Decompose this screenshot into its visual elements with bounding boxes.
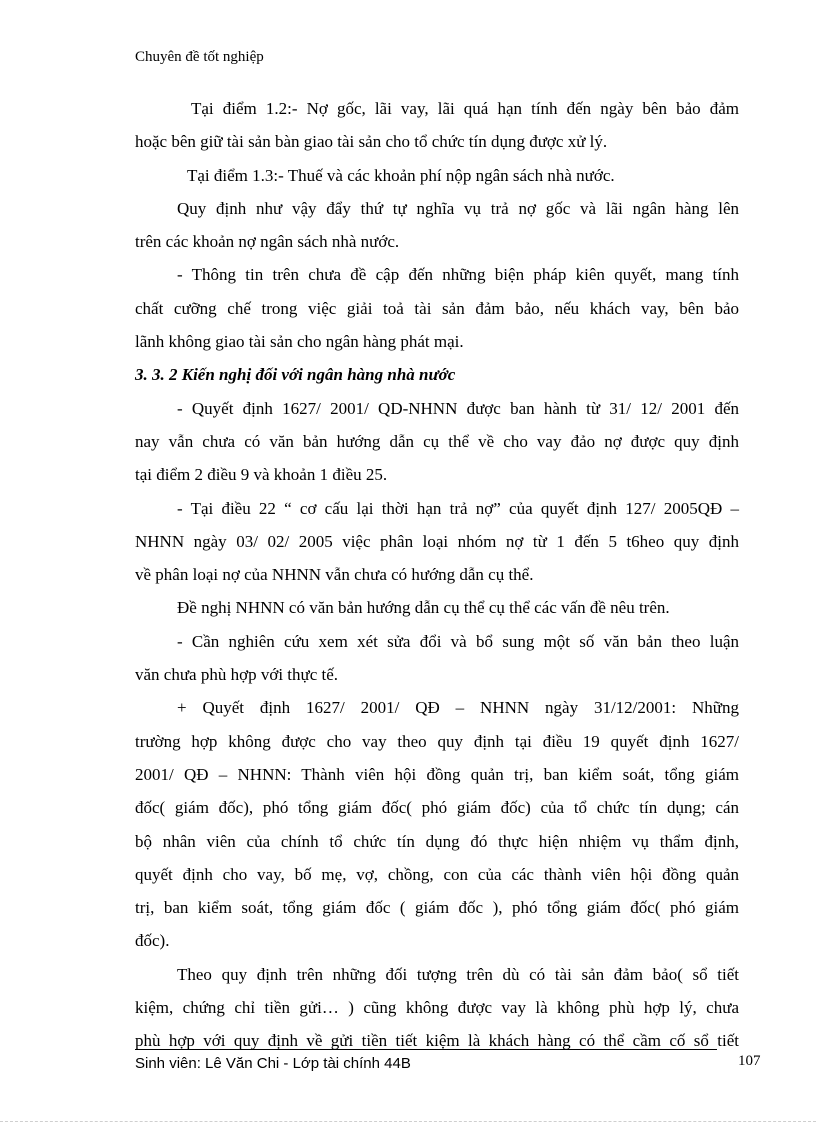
paragraph (135, 192, 739, 259)
text-line: về phân loại nợ của NHNN vẫn chưa có hướng dẫn cụ thể. (135, 565, 534, 585)
text-line: phù hợp với quy định về gửi tiền tiết kiệm là khách hàng có thể cầm cố sổ tiết (135, 1031, 739, 1051)
text-line: trường hợp không được cho vay theo quy định tại điều 19 quyết định 1627/ (135, 731, 739, 751)
text-line: kiệm, chứng chỉ tiền gửi… ) cũng không được vay là không phù hợp lý, chưa (135, 998, 739, 1018)
paragraph (135, 591, 739, 624)
paragraph (135, 258, 739, 358)
text-line: chất cưỡng chế trong việc giải toả tài sản đảm bảo, nếu khách vay, bên bảo (135, 298, 739, 318)
paragraph (135, 92, 739, 159)
page-edge-divider (0, 1121, 816, 1122)
text-line: - Quyết định 1627/ 2001/ QD-NHNN được ban hành từ 31/ 12/ 2001 đến (177, 398, 739, 418)
paragraph (135, 625, 739, 692)
text-line: Tại điểm 1.3:- Thuế và các khoản phí nộp ngân sách nhà nước. (187, 165, 615, 185)
text-line: quyết định cho vay, bố mẹ, vợ, chồng, con của các thành viên hội đồng quản (135, 864, 739, 884)
text-line: Đề nghị NHNN có văn bản hướng dẫn cụ thể cụ thể các vấn đề nêu trên. (177, 598, 670, 618)
section-heading: 3. 3. 2 Kiến nghị đối với ngân hàng nhà nước (135, 365, 456, 385)
text-line: + Quyết định 1627/ 2001/ QĐ – NHNN ngày 31/12/2001: Những (177, 698, 739, 718)
paragraph (135, 492, 739, 592)
text-line: Theo quy định trên những đối tượng trên dù có tài sản đảm bảo( sổ tiết (177, 964, 739, 984)
document-body (135, 92, 739, 1058)
text-line: nay vẫn chưa có văn bản hướng dẫn cụ thể về cho vay đảo nợ được quy định (135, 431, 739, 451)
text-line: hoặc bên giữ tài sản bàn giao tài sản cho tổ chức tín dụng được xử lý. (135, 132, 608, 152)
paragraph (135, 691, 739, 957)
page-header-title: Chuyên đề tốt nghiệp (135, 49, 264, 65)
text-line: bộ nhân viên của chính tổ chức tín dụng đó thực hiện nhiệm vụ thẩm định, (135, 831, 739, 851)
paragraph (135, 159, 739, 192)
paragraph (135, 958, 739, 1058)
text-line: Tại điểm 1.2:- Nợ gốc, lãi vay, lãi quá hạn tính đến ngày bên bảo đảm (191, 99, 739, 118)
text-line: văn chưa phù hợp với thực tế. (135, 665, 339, 685)
footer-author: Sinh viên: Lê Văn Chi - Lớp tài chính 44B (135, 1055, 411, 1072)
text-line: - Tại điều 22 “ cơ cấu lại thời hạn trả nợ” của quyết định 127/ 2005QĐ – (177, 498, 739, 518)
text-line: đốc). (135, 931, 170, 951)
text-line: trên các khoản nợ ngân sách nhà nước. (135, 232, 400, 252)
text-line: NHNN ngày 03/ 02/ 2005 việc phân loại nhóm nợ từ 1 đến 5 t6heo quy định (135, 531, 739, 551)
paragraph (135, 392, 739, 492)
footer-divider (135, 1049, 717, 1050)
page-number: 107 (738, 1053, 761, 1069)
text-line: lãnh không giao tài sản cho ngân hàng phát mại. (135, 332, 464, 352)
text-line: Quy định như vậy đẩy thứ tự nghĩa vụ trả nợ gốc và lãi ngân hàng lên (177, 198, 739, 218)
text-line: 2001/ QĐ – NHNN: Thành viên hội đồng quản trị, ban kiểm soát, tổng giám (135, 764, 739, 784)
text-line: - Cần nghiên cứu xem xét sửa đổi và bổ sung một số văn bản theo luận (177, 631, 739, 651)
text-line: trị, ban kiểm soát, tổng giám đốc ( giám đốc ), phó tổng giám đốc( phó giám (135, 898, 739, 918)
text-line: đốc( giám đốc), phó tổng giám đốc( phó giám đốc) của tổ chức tín dụng; cán (135, 798, 739, 818)
text-line: tại điểm 2 điều 9 và khoản 1 điều 25. (135, 465, 388, 485)
text-line: - Thông tin trên chưa đề cập đến những biện pháp kiên quyết, mang tính (177, 265, 739, 285)
